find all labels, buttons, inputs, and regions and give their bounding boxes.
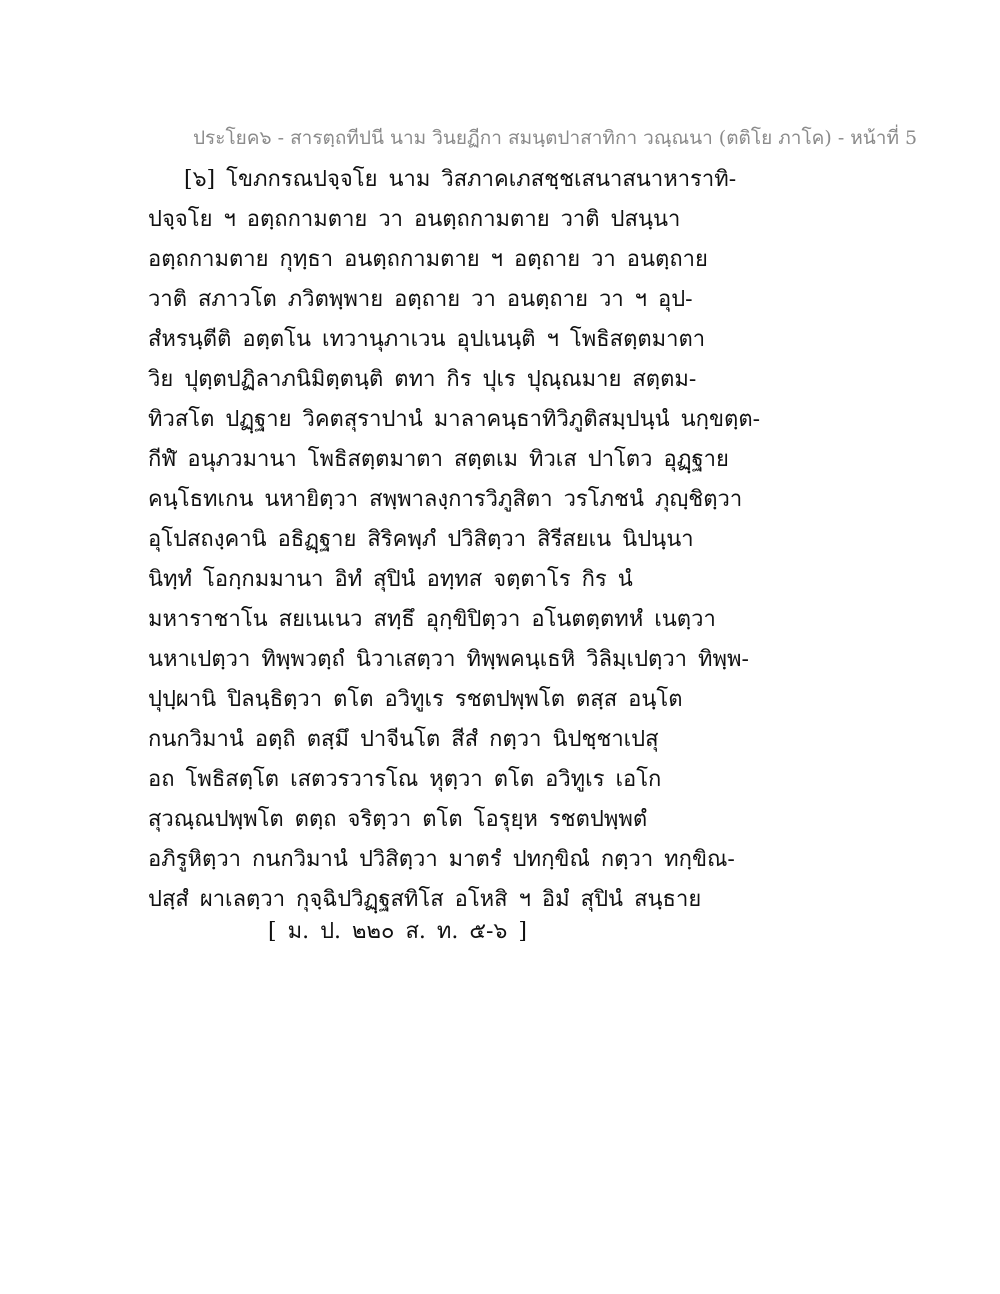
text-line: อตฺถกามตาย กุทฺธา อนตฺถกามตาย ฯ อตฺถาย วา อนตฺถาย xyxy=(148,247,708,272)
text-line: กนกวิมานํ อตฺถิ ตสฺมึ ปาจีนโต สีสํ กตฺวา นิปชฺชาเปสุ xyxy=(148,727,659,752)
text-line: ทิวสโต ปฏฺฐาย วิคตสุราปานํ มาลาคนฺธาทิวิภูติสมฺปนฺนํ นกฺขตฺต- xyxy=(148,407,761,432)
source-reference: [ ม. ป. ๒๒๐ ส. ท. ๕-๖ ] xyxy=(268,919,527,944)
text-line: วาติ สภาวโต ภวิตพฺพาย อตฺถาย วา อนตฺถาย วา ฯ อุป- xyxy=(148,287,693,312)
text-line: อถ โพธิสตฺโต เสตวรวารโณ หุตฺวา ตโต อวิทูเร เอโก xyxy=(148,767,662,792)
body-text xyxy=(148,160,868,920)
text-line: นิทฺทํ โอกฺกมมานา อิทํ สุปินํ อทฺทส จตฺตาโร กิร นํ xyxy=(148,567,633,592)
text-line: สํหรนฺตีติ อตฺตโน เทวานุภาเวน อุปเนนฺติ ฯ โพธิสตฺตมาตา xyxy=(148,327,706,352)
text-line: ปุปฺผานิ ปิลนฺธิตฺวา ตโต อวิทูเร รชตปพฺพโต ตสฺส อนฺโต xyxy=(148,687,683,712)
text-line: มหาราชาโน สยเนเนว สทฺธึ อุกฺขิปิตฺวา อโนตตฺตทหํ เนตฺวา xyxy=(148,607,716,632)
text-line: อภิรูหิตฺวา กนกวิมานํ ปวิสิตฺวา มาตรํ ปทกฺขิณํ กตฺวา ทกฺขิณ- xyxy=(148,847,735,872)
text-line: ปจฺจโย ฯ อตฺถกามตาย วา อนตฺถกามตาย วาติ ปสนฺนา xyxy=(148,207,681,232)
text-line: คนฺโธทเกน นหายิตฺวา สพฺพาลงฺการวิภูสิตา วรโภชนํ ภุญฺชิตฺวา xyxy=(148,487,743,512)
text-line: นหาเปตฺวา ทิพฺพวตฺถํ นิวาเสตฺวา ทิพฺพคนฺเธหิ วิลิมฺเปตฺวา ทิพฺพ- xyxy=(148,647,749,672)
text-line: สุวณฺณปพฺพโต ตตฺถ จริตฺวา ตโต โอรุยฺห รชตปพฺพตํ xyxy=(148,807,648,832)
text-line: วิย ปุตฺตปฏิลาภนิมิตฺตนฺติ ตทา กิร ปุเร ปุณฺณมาย สตฺตม- xyxy=(148,367,697,392)
text-line: กีฬํ อนุภวมานา โพธิสตฺตมาตา สตฺตเม ทิวเส ปาโตว อุฏฺฐาย xyxy=(148,447,729,472)
text-line: [๖] โขภกรณปจฺจโย นาม วิสภาคเภสชฺชเสนาสนาหาราทิ- xyxy=(184,167,737,192)
text-line: อุโปสถงฺคานิ อธิฏฺฐาย สิริคพฺภํ ปวิสิตฺวา สิรีสยเน นิปนฺนา xyxy=(148,527,694,552)
text-line: ปสฺสํ ผาเลตฺวา กุจฺฉิปวิฏฺฐสทิโส อโหสิ ฯ อิมํ สุปินํ สนฺธาย xyxy=(148,887,702,912)
page-header: ประโยค๖ - สารตฺถทีปนี นาม วินยฏีกา สมนฺตปาสาทิกา วณฺณนา (ตติโย ภาโค) - หน้าที่ 5 xyxy=(193,127,918,149)
